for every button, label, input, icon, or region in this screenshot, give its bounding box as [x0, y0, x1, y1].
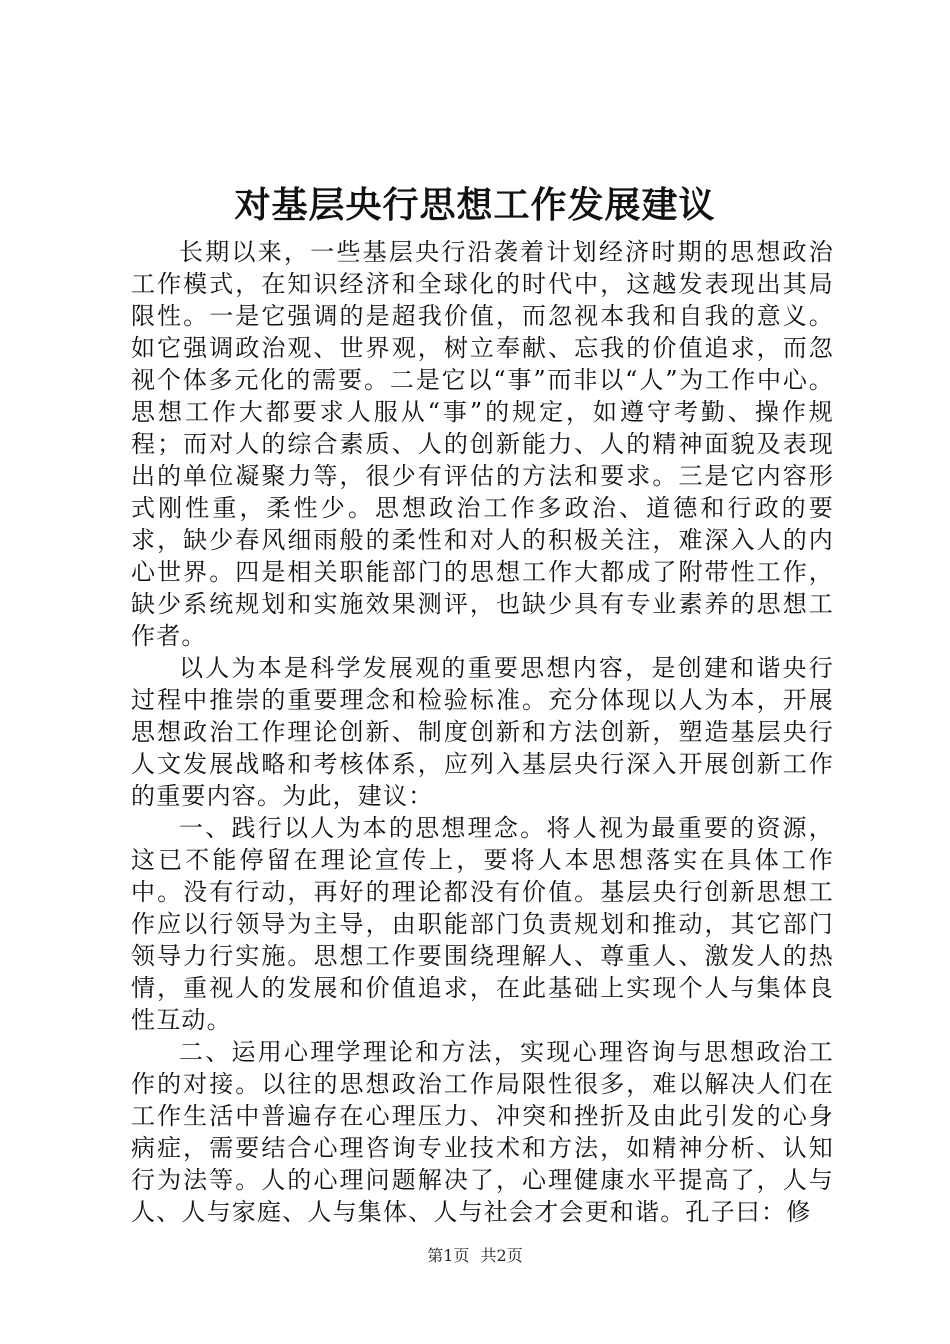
paragraph: 长期以来，一些基层央行沿袭着计划经济时期的思想政治工作模式，在知识经济和全球化的时代中，这越发表现出其局限性。一是它强调的是超我价值，而忽视本我和自我的意义。如它强调政治观、世界观，树立奉献、忘我的价值追求，而忽视个体多元化的需要。二是它以“事”而非以“人”为工作中心。思想工作大都要求人服从“事”的规定，如遵守考勤、操作规程；而对人的综合素质、人的创新能力、人的精神面貌及表现出的单位凝聚力等，很少有评估的方法和要求。三是它内容形式刚性重，柔性少。思想政治工作多政治、道德和行政的要求，缺少春风细雨般的柔性和对人的积极关注，难深入人的内心世界。四是相关职能部门的思想工作大都成了附带性工作，缺少系统规划和实施效果测评，也缺少具有专业素养的思想工作者。 — [131, 238, 834, 650]
document-title: 对基层央行思想工作发展建议 — [234, 184, 716, 226]
page-footer — [0, 1246, 950, 1266]
page-number: 第1页 — [427, 1246, 470, 1265]
document-body — [131, 236, 834, 1228]
paragraph: 一、践行以人为本的思想理念。将人视为最重要的资源，这已不能停留在理论宣传上，要将人本思想落实在具体工作中。没有行动，再好的理论都没有价值。基层央行创新思想工作应以行领导为主导，由职能部门负责规划和推动，其它部门领导力行实施。思想工作要围绕理解人、尊重人、激发人的热情，重视人的发展和价值追求，在此基础上实现个人与集体良性互动。 — [131, 814, 834, 1034]
paragraph: 以人为本是科学发展观的重要思想内容，是创建和谐央行过程中推崇的重要理念和检验标准。充分体现以人为本，开展思想政治工作理论创新、制度创新和方法创新，塑造基层央行人文发展战略和考核体系，应列入基层央行深入开展创新工作的重要内容。为此，建议： — [131, 654, 834, 810]
page-total: 共2页 — [480, 1246, 523, 1265]
paragraph: 二、运用心理学理论和方法，实现心理咨询与思想政治工作的对接。以往的思想政治工作局限性很多，难以解决人们在工作生活中普遍存在心理压力、冲突和挫折及由此引发的心身病症，需要结合心理咨询专业技术和方法，如精神分析、认知行为法等。人的心理问题解决了，心理健康水平提高了，人与人、人与家庭、人与集体、人与社会才会更和谐。孔子曰：修 — [131, 1038, 834, 1226]
